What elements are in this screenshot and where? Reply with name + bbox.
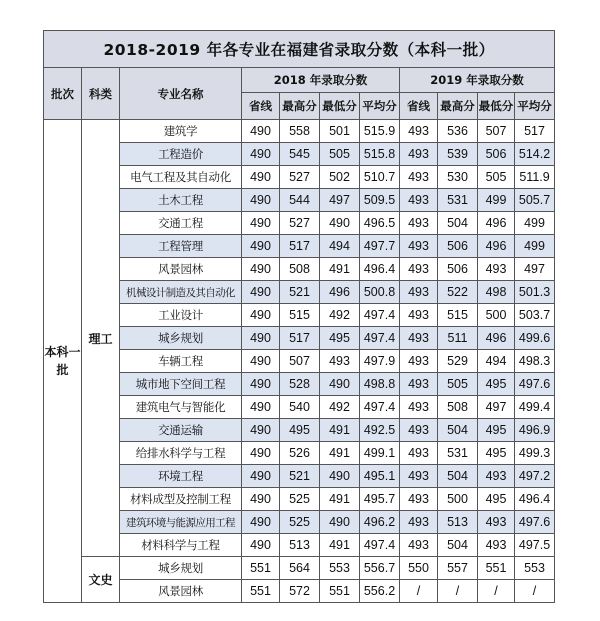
y2019-provincial-line-score: 493 xyxy=(400,511,438,534)
y2019-provincial-line-score: 493 xyxy=(400,189,438,212)
y2018-average-score: 497.4 xyxy=(360,396,400,419)
major-name: 给排水科学与工程 xyxy=(120,442,242,465)
y2019-provincial-line-score: 493 xyxy=(400,465,438,488)
table-row xyxy=(44,465,555,488)
y2018-average-score: 515.9 xyxy=(360,120,400,143)
y2018-lowest-score: 490 xyxy=(320,373,360,396)
y2018-lowest-score: 494 xyxy=(320,235,360,258)
major-name: 机械设计制造及其自动化 xyxy=(120,281,242,304)
major-name: 建筑电气与智能化 xyxy=(120,396,242,419)
y2019-highest-score: 539 xyxy=(438,143,478,166)
major-name: 工程管理 xyxy=(120,235,242,258)
y2018-average-score: 498.8 xyxy=(360,373,400,396)
table-row xyxy=(44,580,555,603)
y2019-average-score: 553 xyxy=(515,557,555,580)
y2018-average-score: 495.1 xyxy=(360,465,400,488)
y2018-provincial-line-score: 490 xyxy=(242,465,280,488)
y2018-provincial-line-score: 490 xyxy=(242,511,280,534)
y2019-average-score: 496.9 xyxy=(515,419,555,442)
major-name: 电气工程及其自动化 xyxy=(120,166,242,189)
y2018-highest-score: 528 xyxy=(280,373,320,396)
y2019-lowest-score: 496 xyxy=(478,235,515,258)
header-2018-highest: 最高分 xyxy=(280,93,320,120)
major-name: 工程造价 xyxy=(120,143,242,166)
major-name: 环境工程 xyxy=(120,465,242,488)
major-name: 材料科学与工程 xyxy=(120,534,242,557)
y2019-highest-score: 504 xyxy=(438,212,478,235)
y2018-lowest-score: 505 xyxy=(320,143,360,166)
y2019-highest-score: 531 xyxy=(438,442,478,465)
y2018-average-score: 510.7 xyxy=(360,166,400,189)
y2019-average-score: 497.6 xyxy=(515,373,555,396)
y2018-average-score: 500.8 xyxy=(360,281,400,304)
y2018-lowest-score: 496 xyxy=(320,281,360,304)
y2018-average-score: 497.4 xyxy=(360,534,400,557)
y2018-highest-score: 521 xyxy=(280,281,320,304)
table-row xyxy=(44,396,555,419)
major-name: 城市地下空间工程 xyxy=(120,373,242,396)
admission-scores-table xyxy=(43,30,554,603)
major-name: 建筑环境与能源应用工程 xyxy=(120,511,242,534)
y2019-lowest-score: 551 xyxy=(478,557,515,580)
y2018-lowest-score: 501 xyxy=(320,120,360,143)
y2018-provincial-line-score: 490 xyxy=(242,534,280,557)
y2018-highest-score: 540 xyxy=(280,396,320,419)
y2019-lowest-score: 493 xyxy=(478,511,515,534)
major-name: 土木工程 xyxy=(120,189,242,212)
y2019-average-score: 499.6 xyxy=(515,327,555,350)
y2019-highest-score: / xyxy=(438,580,478,603)
table-row xyxy=(44,281,555,304)
table-row xyxy=(44,373,555,396)
y2019-provincial-line-score: 550 xyxy=(400,557,438,580)
y2018-highest-score: 545 xyxy=(280,143,320,166)
y2018-average-score: 515.8 xyxy=(360,143,400,166)
y2018-highest-score: 508 xyxy=(280,258,320,281)
y2019-highest-score: 506 xyxy=(438,258,478,281)
subject-cell: 理工 xyxy=(82,120,120,557)
y2019-provincial-line-score: / xyxy=(400,580,438,603)
y2019-highest-score: 515 xyxy=(438,304,478,327)
header-2019-highest: 最高分 xyxy=(438,93,478,120)
table-row xyxy=(44,166,555,189)
y2019-average-score: 497.5 xyxy=(515,534,555,557)
y2019-provincial-line-score: 493 xyxy=(400,396,438,419)
y2019-lowest-score: 495 xyxy=(478,419,515,442)
y2018-provincial-line-score: 490 xyxy=(242,166,280,189)
y2018-average-score: 496.2 xyxy=(360,511,400,534)
header-2018-average: 平均分 xyxy=(360,93,400,120)
y2018-highest-score: 558 xyxy=(280,120,320,143)
y2019-average-score: 497.2 xyxy=(515,465,555,488)
table-row xyxy=(44,511,555,534)
y2018-lowest-score: 492 xyxy=(320,304,360,327)
y2018-provincial-line-score: 551 xyxy=(242,557,280,580)
y2018-highest-score: 521 xyxy=(280,465,320,488)
y2019-highest-score: 557 xyxy=(438,557,478,580)
y2018-highest-score: 526 xyxy=(280,442,320,465)
y2019-provincial-line-score: 493 xyxy=(400,419,438,442)
subject-cell: 文史 xyxy=(82,557,120,603)
y2019-lowest-score: 498 xyxy=(478,281,515,304)
y2019-average-score: 505.7 xyxy=(515,189,555,212)
y2018-provincial-line-score: 490 xyxy=(242,419,280,442)
y2019-lowest-score: 495 xyxy=(478,442,515,465)
y2019-lowest-score: 507 xyxy=(478,120,515,143)
header-subject: 科类 xyxy=(82,68,120,120)
y2019-average-score: 499 xyxy=(515,235,555,258)
y2018-provincial-line-score: 490 xyxy=(242,258,280,281)
y2018-provincial-line-score: 490 xyxy=(242,143,280,166)
y2019-average-score: 496.4 xyxy=(515,488,555,511)
y2019-provincial-line-score: 493 xyxy=(400,166,438,189)
y2018-average-score: 497.4 xyxy=(360,304,400,327)
y2018-provincial-line-score: 490 xyxy=(242,327,280,350)
y2019-provincial-line-score: 493 xyxy=(400,350,438,373)
table-row xyxy=(44,120,555,143)
y2019-highest-score: 504 xyxy=(438,465,478,488)
y2019-lowest-score: 500 xyxy=(478,304,515,327)
y2019-average-score: 499.3 xyxy=(515,442,555,465)
y2018-highest-score: 495 xyxy=(280,419,320,442)
y2018-lowest-score: 495 xyxy=(320,327,360,350)
major-name: 城乡规划 xyxy=(120,327,242,350)
y2018-lowest-score: 497 xyxy=(320,189,360,212)
y2018-average-score: 495.7 xyxy=(360,488,400,511)
major-name: 风景园林 xyxy=(120,258,242,281)
y2018-lowest-score: 491 xyxy=(320,442,360,465)
y2019-average-score: 517 xyxy=(515,120,555,143)
table-row xyxy=(44,488,555,511)
y2019-provincial-line-score: 493 xyxy=(400,442,438,465)
y2018-provincial-line-score: 490 xyxy=(242,189,280,212)
y2018-highest-score: 564 xyxy=(280,557,320,580)
y2018-provincial-line-score: 490 xyxy=(242,281,280,304)
y2019-lowest-score: 499 xyxy=(478,189,515,212)
y2019-highest-score: 511 xyxy=(438,327,478,350)
table-row xyxy=(44,304,555,327)
y2019-average-score: 499 xyxy=(515,212,555,235)
y2018-average-score: 496.5 xyxy=(360,212,400,235)
table-row xyxy=(44,442,555,465)
y2019-highest-score: 504 xyxy=(438,534,478,557)
y2019-average-score: 511.9 xyxy=(515,166,555,189)
y2018-provincial-line-score: 490 xyxy=(242,212,280,235)
y2019-provincial-line-score: 493 xyxy=(400,304,438,327)
y2018-provincial-line-score: 490 xyxy=(242,350,280,373)
y2019-average-score: 514.2 xyxy=(515,143,555,166)
major-name: 城乡规划 xyxy=(120,557,242,580)
y2018-average-score: 497.9 xyxy=(360,350,400,373)
header-2018-provincial-line: 省线 xyxy=(242,93,280,120)
y2019-lowest-score: 496 xyxy=(478,212,515,235)
y2018-lowest-score: 491 xyxy=(320,534,360,557)
y2019-highest-score: 506 xyxy=(438,235,478,258)
y2019-highest-score: 504 xyxy=(438,419,478,442)
table-row xyxy=(44,534,555,557)
y2019-average-score: 497 xyxy=(515,258,555,281)
y2018-lowest-score: 553 xyxy=(320,557,360,580)
y2019-lowest-score: 493 xyxy=(478,534,515,557)
y2019-provincial-line-score: 493 xyxy=(400,534,438,557)
y2019-provincial-line-score: 493 xyxy=(400,212,438,235)
y2018-lowest-score: 491 xyxy=(320,258,360,281)
y2018-highest-score: 507 xyxy=(280,350,320,373)
y2019-lowest-score: 496 xyxy=(478,327,515,350)
major-name: 工业设计 xyxy=(120,304,242,327)
major-name: 风景园林 xyxy=(120,580,242,603)
y2019-lowest-score: 495 xyxy=(478,488,515,511)
table-row xyxy=(44,327,555,350)
y2018-highest-score: 544 xyxy=(280,189,320,212)
header-major: 专业名称 xyxy=(120,68,242,120)
y2019-provincial-line-score: 493 xyxy=(400,327,438,350)
y2019-provincial-line-score: 493 xyxy=(400,258,438,281)
table-row xyxy=(44,419,555,442)
y2018-provincial-line-score: 490 xyxy=(242,488,280,511)
y2018-average-score: 499.1 xyxy=(360,442,400,465)
y2019-lowest-score: 493 xyxy=(478,465,515,488)
y2019-average-score: 499.4 xyxy=(515,396,555,419)
y2018-average-score: 556.2 xyxy=(360,580,400,603)
header-2019-average: 平均分 xyxy=(515,93,555,120)
y2018-provincial-line-score: 490 xyxy=(242,442,280,465)
y2018-provincial-line-score: 490 xyxy=(242,373,280,396)
y2018-highest-score: 527 xyxy=(280,212,320,235)
y2019-highest-score: 529 xyxy=(438,350,478,373)
y2019-highest-score: 513 xyxy=(438,511,478,534)
y2019-provincial-line-score: 493 xyxy=(400,281,438,304)
y2018-lowest-score: 492 xyxy=(320,396,360,419)
y2018-lowest-score: 490 xyxy=(320,511,360,534)
major-name: 交通工程 xyxy=(120,212,242,235)
table-row xyxy=(44,143,555,166)
y2018-lowest-score: 502 xyxy=(320,166,360,189)
y2019-highest-score: 530 xyxy=(438,166,478,189)
y2019-lowest-score: 497 xyxy=(478,396,515,419)
y2018-average-score: 509.5 xyxy=(360,189,400,212)
y2019-average-score: / xyxy=(515,580,555,603)
y2018-lowest-score: 490 xyxy=(320,465,360,488)
table-row xyxy=(44,235,555,258)
header-year-2018: 2018 年录取分数 xyxy=(242,68,400,93)
table-row xyxy=(44,212,555,235)
y2018-highest-score: 517 xyxy=(280,235,320,258)
major-name: 建筑学 xyxy=(120,120,242,143)
y2018-highest-score: 525 xyxy=(280,488,320,511)
y2019-provincial-line-score: 493 xyxy=(400,373,438,396)
y2018-provincial-line-score: 551 xyxy=(242,580,280,603)
y2018-provincial-line-score: 490 xyxy=(242,304,280,327)
y2019-highest-score: 522 xyxy=(438,281,478,304)
y2018-lowest-score: 491 xyxy=(320,419,360,442)
y2019-provincial-line-score: 493 xyxy=(400,120,438,143)
table-row xyxy=(44,258,555,281)
y2019-average-score: 498.3 xyxy=(515,350,555,373)
y2018-provincial-line-score: 490 xyxy=(242,235,280,258)
table-title: 2018-2019 年各专业在福建省录取分数（本科一批） xyxy=(44,31,555,68)
header-year-2019: 2019 年录取分数 xyxy=(400,68,555,93)
y2018-average-score: 497.4 xyxy=(360,327,400,350)
batch-cell: 本科一批 xyxy=(44,120,82,603)
y2018-highest-score: 515 xyxy=(280,304,320,327)
y2018-highest-score: 527 xyxy=(280,166,320,189)
y2019-highest-score: 505 xyxy=(438,373,478,396)
y2018-average-score: 497.7 xyxy=(360,235,400,258)
y2018-average-score: 556.7 xyxy=(360,557,400,580)
y2018-provincial-line-score: 490 xyxy=(242,396,280,419)
table-row xyxy=(44,350,555,373)
y2019-provincial-line-score: 493 xyxy=(400,235,438,258)
y2019-lowest-score: 506 xyxy=(478,143,515,166)
y2019-lowest-score: 505 xyxy=(478,166,515,189)
y2018-highest-score: 525 xyxy=(280,511,320,534)
header-2018-lowest: 最低分 xyxy=(320,93,360,120)
header-2019-lowest: 最低分 xyxy=(478,93,515,120)
y2019-provincial-line-score: 493 xyxy=(400,488,438,511)
y2018-highest-score: 572 xyxy=(280,580,320,603)
y2018-highest-score: 513 xyxy=(280,534,320,557)
y2018-average-score: 492.5 xyxy=(360,419,400,442)
y2019-highest-score: 508 xyxy=(438,396,478,419)
table-row xyxy=(44,189,555,212)
y2019-lowest-score: 494 xyxy=(478,350,515,373)
major-name: 车辆工程 xyxy=(120,350,242,373)
y2018-lowest-score: 491 xyxy=(320,488,360,511)
table-row xyxy=(44,557,555,580)
y2019-highest-score: 531 xyxy=(438,189,478,212)
score-table xyxy=(43,30,555,603)
y2019-provincial-line-score: 493 xyxy=(400,143,438,166)
y2018-provincial-line-score: 490 xyxy=(242,120,280,143)
y2019-lowest-score: / xyxy=(478,580,515,603)
y2019-lowest-score: 495 xyxy=(478,373,515,396)
y2019-average-score: 503.7 xyxy=(515,304,555,327)
y2019-average-score: 501.3 xyxy=(515,281,555,304)
y2019-average-score: 497.6 xyxy=(515,511,555,534)
y2019-highest-score: 500 xyxy=(438,488,478,511)
major-name: 材料成型及控制工程 xyxy=(120,488,242,511)
y2018-lowest-score: 493 xyxy=(320,350,360,373)
y2018-average-score: 496.4 xyxy=(360,258,400,281)
header-2019-provincial-line: 省线 xyxy=(400,93,438,120)
header-batch: 批次 xyxy=(44,68,82,120)
y2019-highest-score: 536 xyxy=(438,120,478,143)
y2019-lowest-score: 493 xyxy=(478,258,515,281)
y2018-lowest-score: 551 xyxy=(320,580,360,603)
y2018-highest-score: 517 xyxy=(280,327,320,350)
y2018-lowest-score: 490 xyxy=(320,212,360,235)
major-name: 交通运输 xyxy=(120,419,242,442)
